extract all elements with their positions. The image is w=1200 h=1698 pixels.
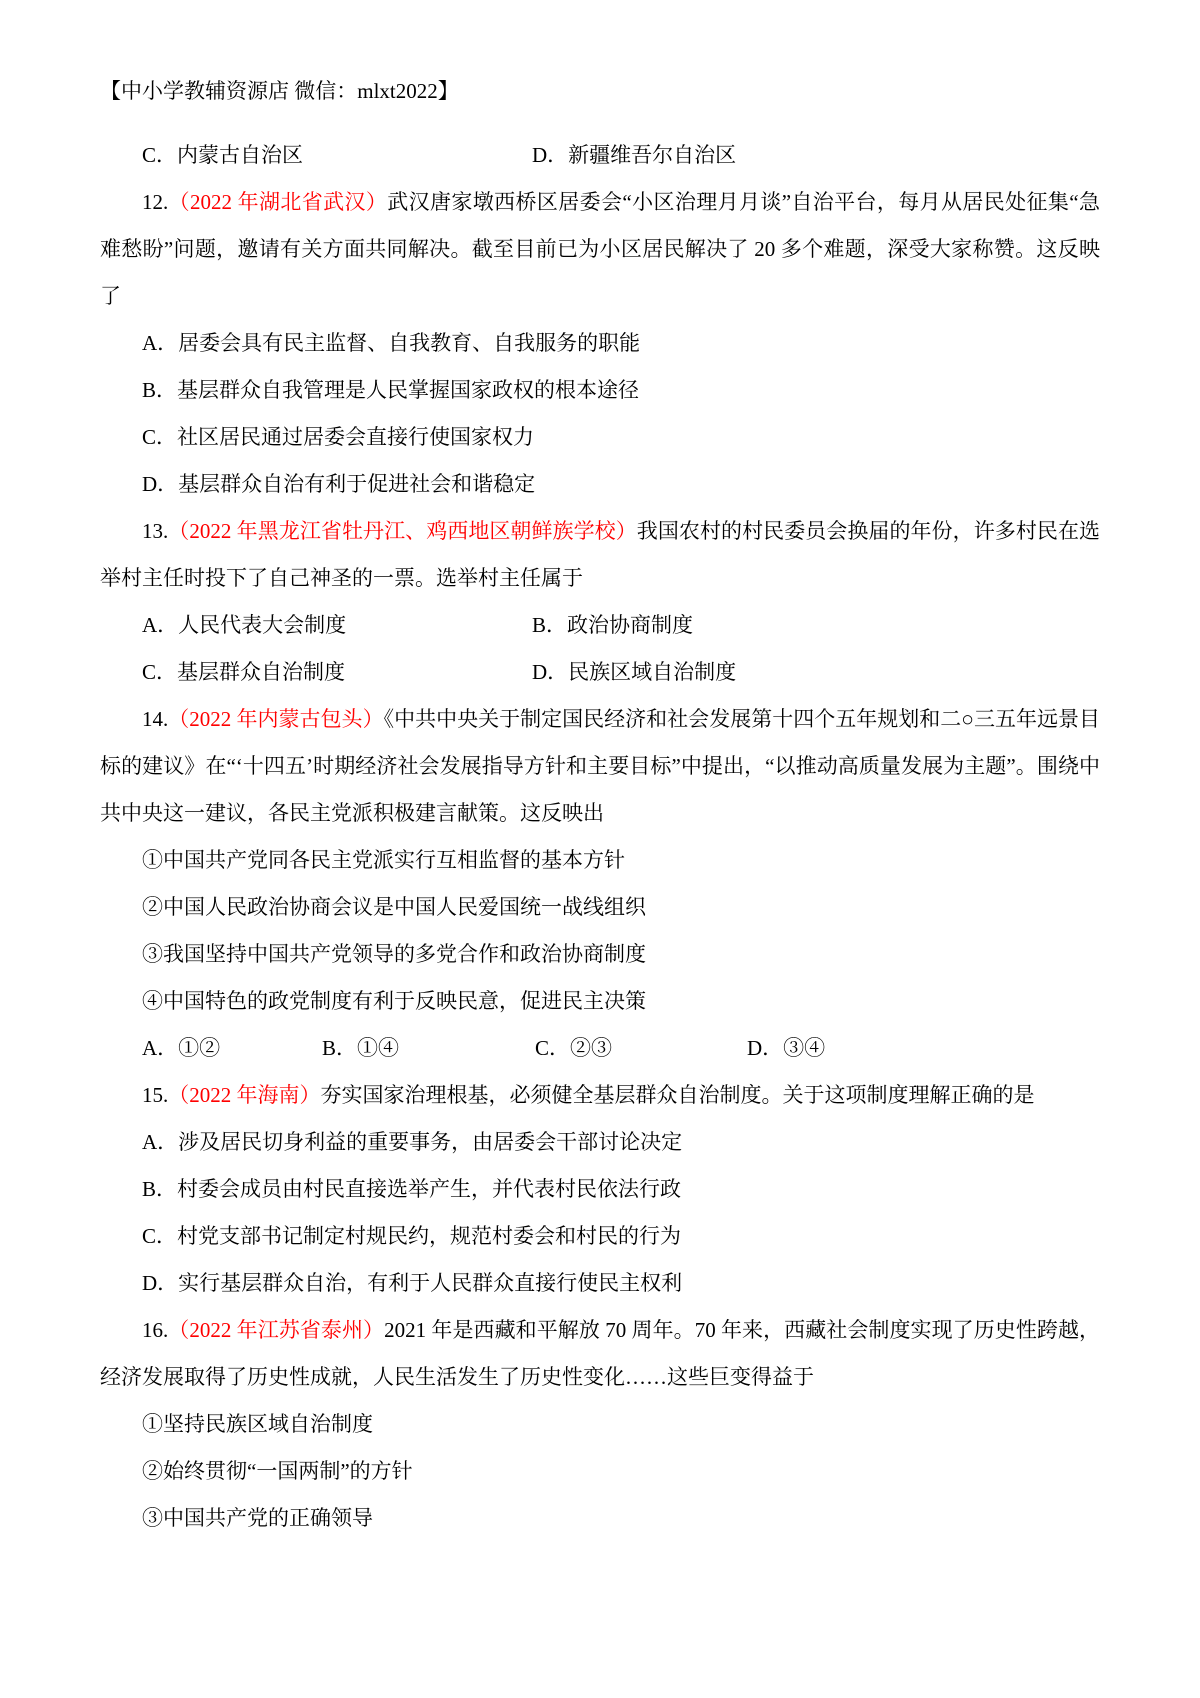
q13-option-c: C．基层群众自治制度 (142, 660, 346, 684)
question-14-text: 《中共中央关于制定国民经济和社会发展第十四个五年规划和二○三五年远景目标的建议》在“‘十四五’时期经济社会发展指导方针和主要目标”中提出，“以推动高质量发展为主题”。围绕中共中央这一建议，各民主党派积极建言献策。这反映出 (100, 707, 1101, 825)
q16-item-1: ①坚持民族区域自治制度 (142, 1412, 373, 1436)
q13-options-row-2 (100, 649, 1100, 696)
question-15-stem (100, 1072, 1100, 1119)
q15-option-d: D．实行基层群众自治，有利于人民群众直接行使民主权利 (142, 1271, 683, 1295)
q14-item-2: ②中国人民政治协商会议是中国人民爱国统一战线组织 (142, 895, 646, 919)
q14-answers-row (100, 1025, 1100, 1072)
question-12-number: 12. (142, 190, 169, 214)
question-16-text: 2021 年是西藏和平解放 70 周年。70 年来，西藏社会制度实现了历史性跨越，经济发展取得了历史性成就，人民生活发生了历史性变化……这些巨变得益于 (100, 1318, 1101, 1389)
question-16-source: （2022 年江苏省泰州） (168, 1318, 385, 1342)
q14-answer-d: D．③④ (747, 1036, 826, 1060)
question-15-text: 夯实国家治理根基，必须健全基层群众自治制度。关于这项制度理解正确的是 (320, 1083, 1035, 1107)
q12-option-a: A．居委会具有民主监督、自我教育、自我服务的职能 (142, 331, 641, 355)
q12-option-d: D．基层群众自治有利于促进社会和谐稳定 (142, 472, 536, 496)
question-14-source: （2022 年内蒙古包头） (168, 707, 384, 731)
question-14-number: 14. (142, 707, 169, 731)
exam-content (100, 132, 1100, 1542)
q12-option-b: B．基层群众自我管理是人民掌握国家政权的根本途径 (142, 378, 640, 402)
q11-options-row (100, 132, 1100, 179)
question-12-text: 武汉唐家墩西桥区居委会“小区治理月月谈”自治平台，每月从居民处征集“急难愁盼”问题，邀请有关方面共同解决。截至目前已为小区居民解决了 20 多个难题，深受大家称赞。这反映了 (100, 190, 1100, 308)
q12-option-c: C．社区居民通过居委会直接行使国家权力 (142, 425, 535, 449)
question-15-number: 15. (142, 1083, 169, 1107)
q14-item-3: ③我国坚持中国共产党领导的多党合作和政治协商制度 (142, 942, 646, 966)
question-13-text: 我国农村的村民委员会换届的年份，许多村民在选举村主任时投下了自己神圣的一票。选举村主任属于 (100, 519, 1101, 590)
q13-option-d: D．民族区域自治制度 (532, 660, 737, 684)
question-16-number: 16. (142, 1318, 169, 1342)
q11-option-c: C．内蒙古自治区 (142, 143, 304, 167)
q13-options-row-1 (100, 602, 1100, 649)
q14-item-1: ①中国共产党同各民主党派实行互相监督的基本方针 (142, 848, 625, 872)
q14-answer-a: A．①② (142, 1036, 221, 1060)
q15-option-b: B．村委会成员由村民直接选举产生，并代表村民依法行政 (142, 1177, 682, 1201)
store-watermark: 【中小学教辅资源店 微信：mlxt2022】 (100, 79, 459, 103)
q15-option-c: C．村党支部书记制定村规民约，规范村委会和村民的行为 (142, 1224, 682, 1248)
question-12-source: （2022 年湖北省武汉） (168, 190, 388, 214)
q14-item-4: ④中国特色的政党制度有利于反映民意，促进民主决策 (142, 989, 646, 1013)
question-13-stem (100, 508, 1100, 602)
q15-option-a: A．涉及居民切身利益的重要事务，由居委会干部讨论决定 (142, 1130, 683, 1154)
q11-option-d: D．新疆维吾尔自治区 (532, 143, 737, 167)
question-14-stem (100, 696, 1100, 837)
q14-answer-b: B．①④ (322, 1036, 400, 1060)
q13-option-b: B．政治协商制度 (532, 613, 694, 637)
question-16-stem (100, 1307, 1100, 1401)
q16-item-3: ③中国共产党的正确领导 (142, 1506, 373, 1530)
question-13-source: （2022 年黑龙江省牡丹江、鸡西地区朝鲜族学校） (168, 519, 637, 543)
question-15-source: （2022 年海南） (168, 1083, 321, 1107)
q16-item-2: ②始终贯彻“一国两制”的方针 (142, 1459, 413, 1483)
q13-option-a: A．人民代表大会制度 (142, 613, 347, 637)
question-13-number: 13. (142, 519, 169, 543)
question-12-stem (100, 179, 1100, 320)
q14-answer-c: C．②③ (535, 1036, 613, 1060)
page-header (100, 78, 1100, 104)
